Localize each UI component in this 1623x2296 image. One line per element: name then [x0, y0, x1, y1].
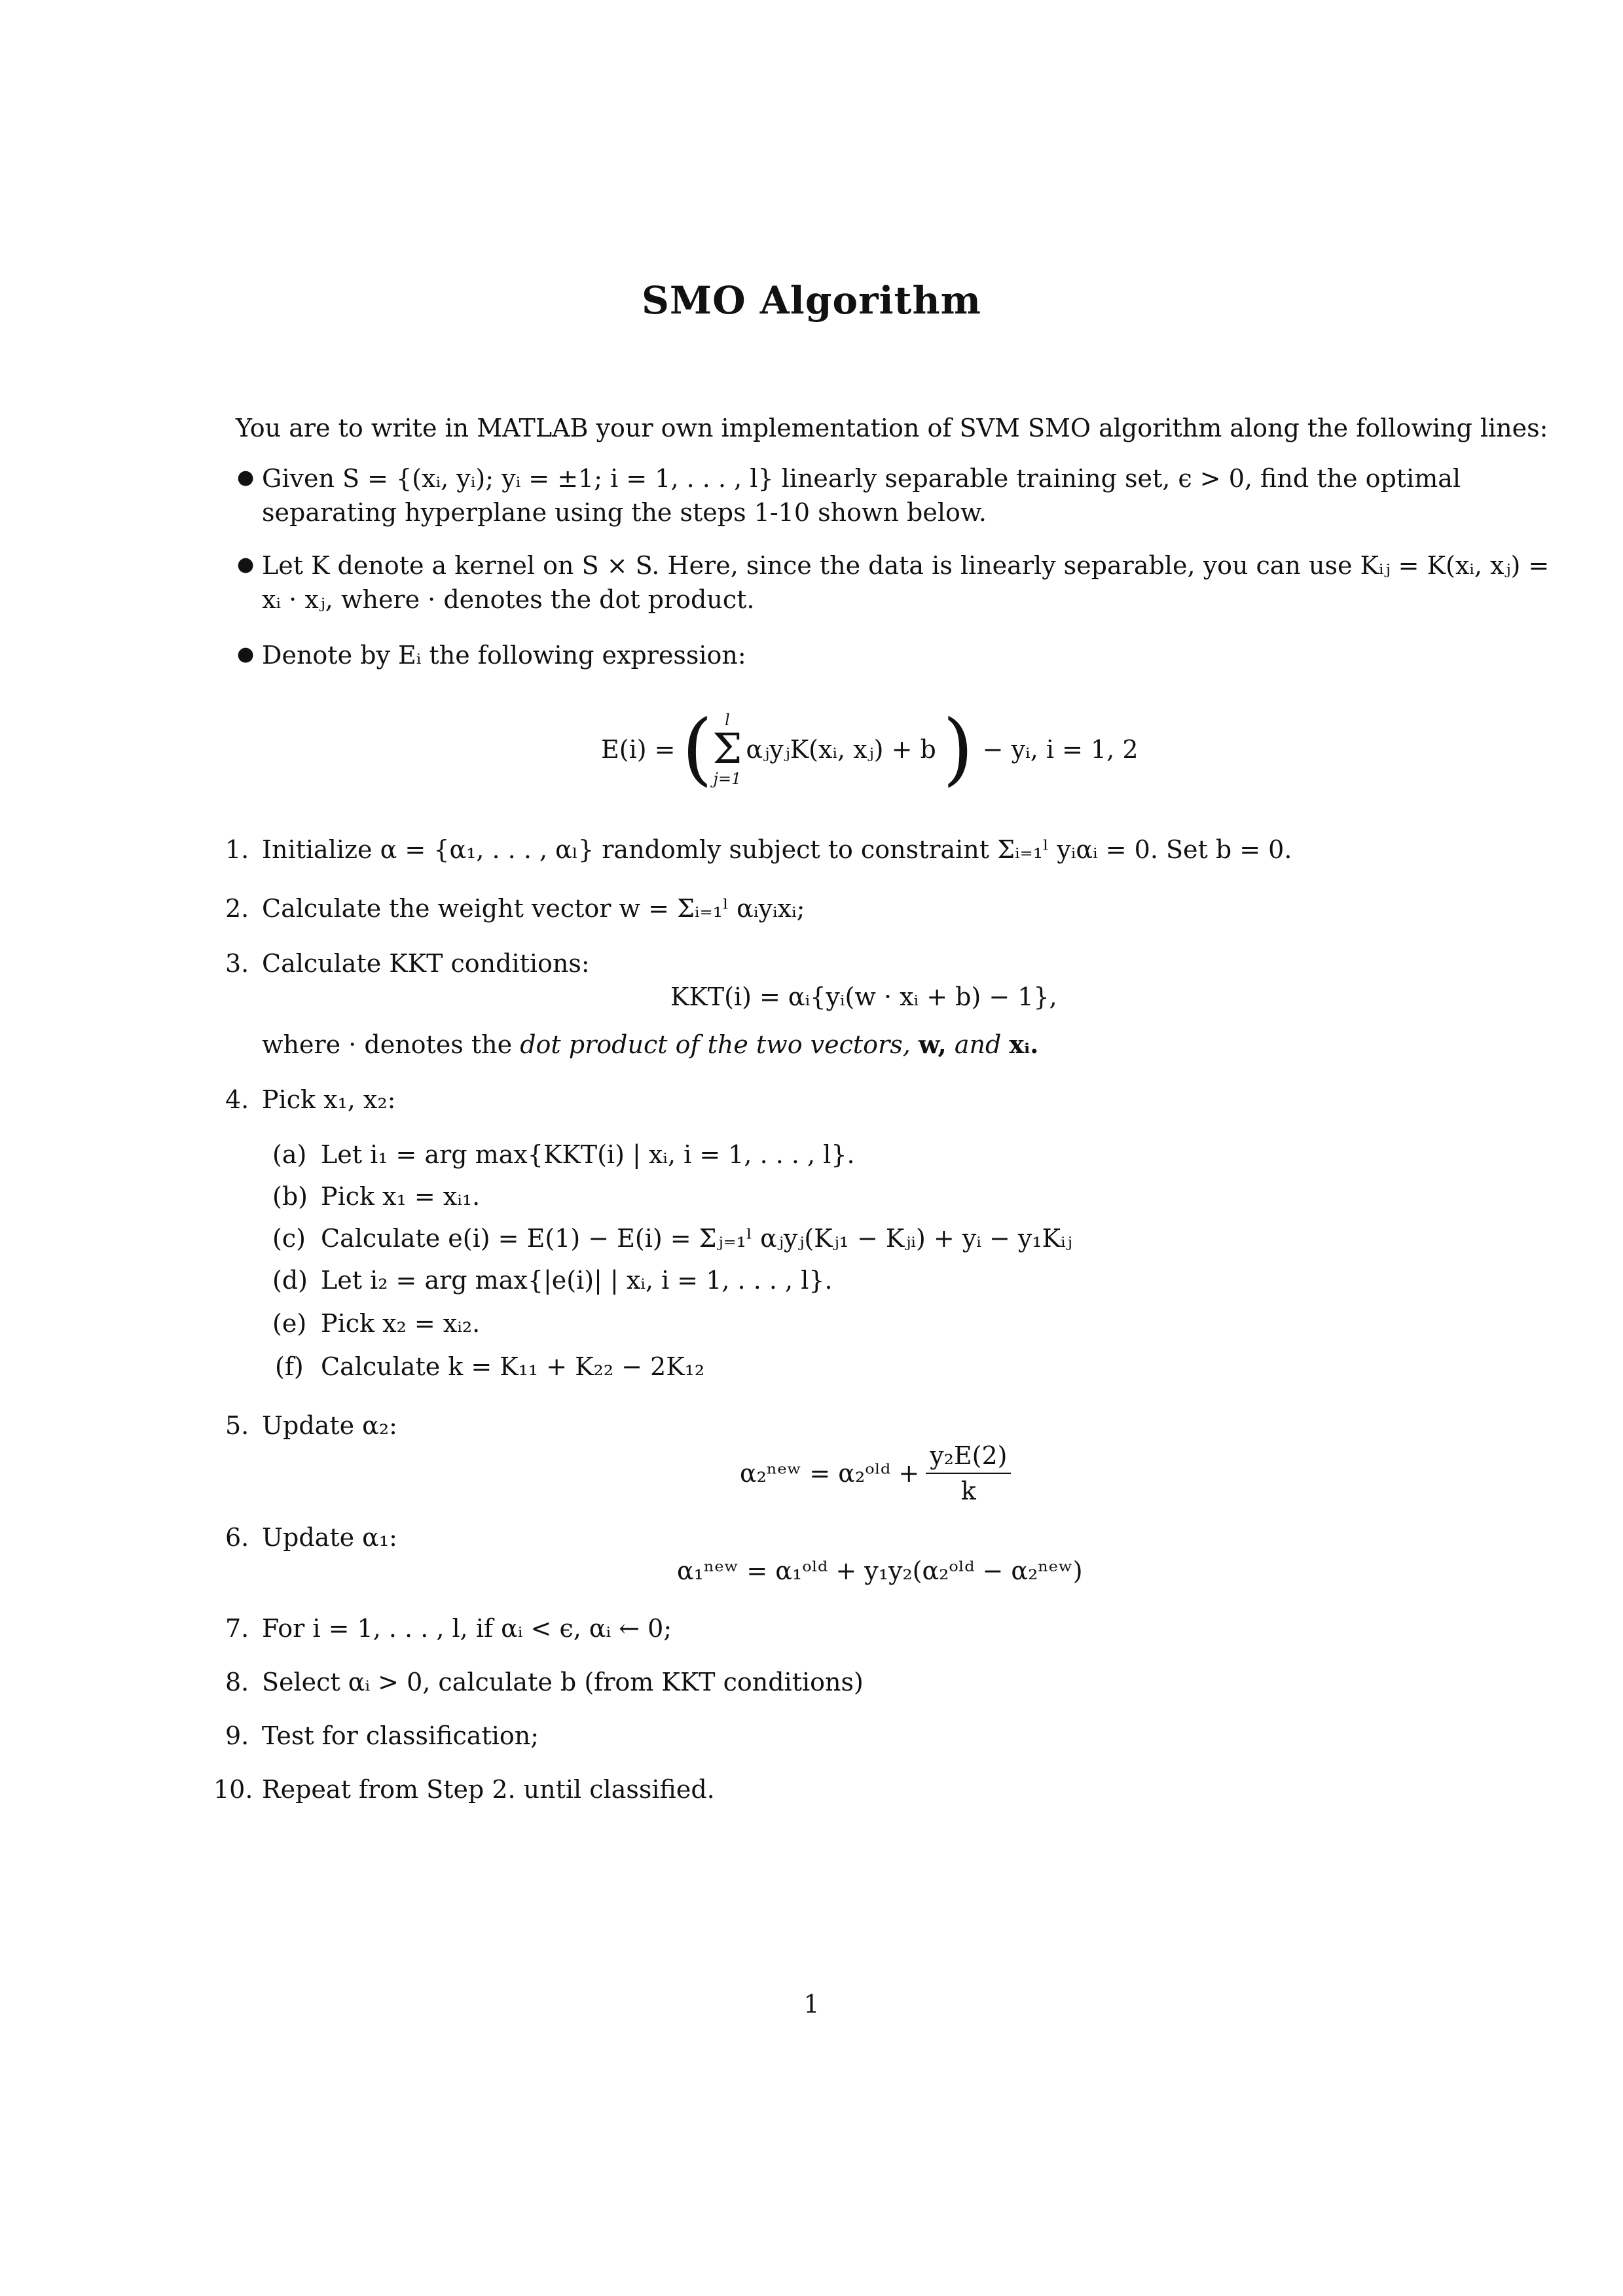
- error-eq-rhs: − yᵢ, i = 1, 2: [982, 735, 1139, 764]
- step-5-number: 5.: [225, 1411, 249, 1440]
- step-6-text: Update α₁:: [262, 1523, 397, 1552]
- bullet-2-line-1: Let K denote a kernel on S × S. Here, since the data is linearly separable, you can use Kᵢⱼ = K(xᵢ, xⱼ) =: [262, 551, 1550, 580]
- step-10-text: Repeat from Step 2. until classified.: [262, 1775, 715, 1804]
- bullet-icon: ●: [237, 553, 255, 576]
- step-3-text: Calculate KKT conditions:: [262, 949, 590, 978]
- bullet-1-line-2: separating hyperplane using the steps 1-10 shown below.: [262, 498, 987, 527]
- step-2-text: Calculate the weight vector w = Σᵢ₌₁ˡ αᵢyᵢxᵢ;: [262, 894, 805, 923]
- sum-upper-limit: l: [725, 711, 730, 729]
- right-paren: ): [942, 704, 974, 795]
- error-eq-lhs: E(i) =: [601, 735, 676, 764]
- step-9-number: 9.: [225, 1721, 249, 1750]
- bullet-1-line-1: Given S = {(xᵢ, yᵢ); yᵢ = ±1; i = 1, . . . , l} linearly separable training set, ϵ > 0, find the optimal: [262, 464, 1461, 493]
- step-7-number: 7.: [225, 1614, 249, 1643]
- step-6-number: 6.: [225, 1523, 249, 1552]
- fraction-denominator: k: [960, 1477, 976, 1505]
- left-paren: (: [682, 704, 713, 795]
- step-4c-text: Calculate e(i) = E(1) − E(i) = Σⱼ₌₁ˡ αⱼyⱼ(Kⱼ₁ − Kⱼᵢ) + yᵢ − y₁Kᵢⱼ: [321, 1224, 1072, 1253]
- step-4a-text: Let i₁ = arg max{KKT(i) | xᵢ, i = 1, . . . , l}.: [321, 1140, 855, 1169]
- step-8-number: 8.: [225, 1668, 249, 1696]
- sum-symbol: l Σ j=1: [712, 711, 742, 788]
- sum-lower-limit: j=1: [713, 770, 742, 788]
- kkt-equation: KKT(i) = αᵢ{yᵢ(w · xᵢ + b) − 1},: [670, 982, 1057, 1011]
- step-7-text: For i = 1, . . . , l, if αᵢ < ϵ, αᵢ ← 0;: [262, 1614, 672, 1643]
- bullet-icon: ●: [237, 466, 255, 489]
- bullet-3: Denote by Eᵢ the following expression:: [262, 641, 746, 670]
- step-8-text: Select αᵢ > 0, calculate b (from KKT conditions): [262, 1668, 864, 1696]
- step-4f-text: Calculate k = K₁₁ + K₂₂ − 2K₁₂: [321, 1352, 705, 1381]
- step-4e-label: (e): [272, 1309, 307, 1338]
- step-5-text: Update α₂:: [262, 1411, 397, 1440]
- bullet-icon: ●: [237, 643, 255, 666]
- intro-paragraph: You are to write in MATLAB your own implementation of SVM SMO algorithm along the following lines:: [236, 414, 1548, 442]
- step-9-text: Test for classification;: [262, 1721, 539, 1750]
- step-4-number: 4.: [225, 1085, 249, 1114]
- alpha2-update-lhs: α₂ⁿᵉʷ = α₂ᵒˡᵈ +: [740, 1459, 920, 1488]
- step-4a-label: (a): [272, 1140, 307, 1169]
- fraction-numerator: y₂E(2): [926, 1439, 1011, 1474]
- bullet-2-line-2: xᵢ · xⱼ, where · denotes the dot product.: [262, 585, 755, 614]
- alpha1-update-equation: α₁ⁿᵉʷ = α₁ᵒˡᵈ + y₁y₂(α₂ᵒˡᵈ − α₂ⁿᵉʷ): [677, 1556, 1083, 1585]
- step-4d-label: (d): [272, 1266, 308, 1295]
- step-2-number: 2.: [225, 894, 249, 923]
- step-1-text: Initialize α = {α₁, . . . , αₗ} randomly subject to constraint Σᵢ₌₁ˡ yᵢαᵢ = 0. Set b = 0.: [262, 835, 1292, 864]
- step-10-number: 10.: [213, 1775, 253, 1804]
- step-4f-label: (f): [275, 1352, 304, 1381]
- error-eq-body: αⱼyⱼK(xᵢ, xⱼ) + b: [746, 735, 936, 764]
- step-3-number: 3.: [225, 949, 249, 978]
- kkt-where-line: where · denotes the dot product of the two vectors, w, and xᵢ.: [262, 1030, 1039, 1059]
- error-equation: [601, 697, 1139, 802]
- step-4b-text: Pick x₁ = xᵢ₁.: [321, 1182, 481, 1211]
- alpha2-update-fraction: [926, 1439, 1011, 1508]
- page-title: SMO Algorithm: [642, 278, 981, 323]
- alpha2-update-equation: [740, 1439, 1011, 1508]
- step-4c-label: (c): [272, 1224, 306, 1253]
- step-4d-text: Let i₂ = arg max{|e(i)| | xᵢ, i = 1, . . . , l}.: [321, 1266, 833, 1295]
- step-1-number: 1.: [225, 835, 249, 864]
- step-4e-text: Pick x₂ = xᵢ₂.: [321, 1309, 481, 1338]
- page-number: 1: [803, 1990, 820, 2018]
- step-4-text: Pick x₁, x₂:: [262, 1085, 396, 1114]
- step-4b-label: (b): [272, 1182, 308, 1211]
